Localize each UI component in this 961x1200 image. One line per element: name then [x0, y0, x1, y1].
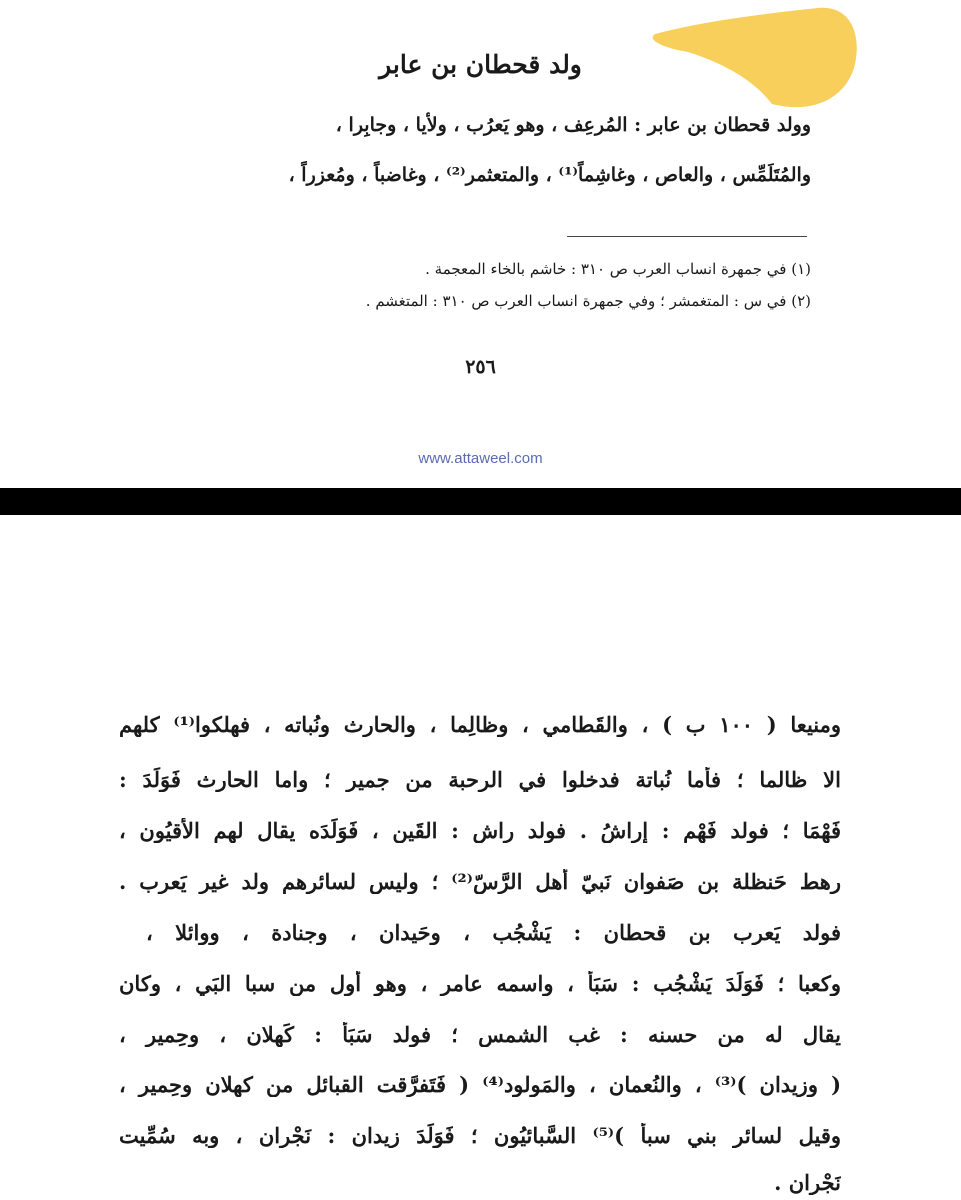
website-link[interactable]: www.attaweel.com [418, 450, 543, 467]
footnote-2: (٢) في س : المتغمشر ؛ وفي جمهرة انساب العرب ص ٣١٠ : المتغشم . [365, 292, 811, 310]
paragraph-line: يقال له من حسنه : غب الشمس ؛ فولد سَبَأ : كَهلان ، وحِمير ، [119, 1022, 841, 1047]
paragraph-line: رهط حَنظلة بن صَفوان نَبيّ أهل الرَّسّ⁽²⁾ ؛ وليس لسائرهم ولد غير يَعرب . [119, 869, 841, 894]
page-number: ٢٥٦ [465, 356, 496, 378]
chapter-heading: ولد قحطان بن عابر [379, 50, 582, 79]
paragraph-line: ( وزيدان )⁽³⁾ ، والنُعمان ، والمَولود⁽⁴⁾ ( فَتَفرَّقت القبائل من كهلان وحِمير ، [119, 1072, 841, 1097]
paragraph-line: الا ظالما ؛ فأما نُباتة فدخلوا في الرحبة من جمير ؛ واما الحارث فَوَلَدَ : [119, 767, 841, 792]
footnote-1: (١) في جمهرة انساب العرب ص ٣١٠ : خاشم بالخاء المعجمة . [425, 260, 811, 278]
paragraph-line: وولد قحطان بن عابر : المُرعِف ، وهو يَعرُب ، ولأيا ، وجابِرا ، [335, 114, 811, 136]
paragraph-line: فولد يَعرب بن قحطان : يَشْجُب ، وحَيدان ، وجنادة ، ووائلا ، [146, 920, 841, 945]
bottom-page-scan [0, 515, 961, 1200]
paragraph-line: وقيل لسائر بني سبأ )⁽⁵⁾ السَّبائيُون ؛ فَوَلَدَ زيدان : نَجْران ، وبه سُمِّيت [119, 1123, 841, 1148]
paragraph-line: نَجْران . [774, 1170, 841, 1195]
black-divider-bar [0, 488, 961, 515]
paragraph-line: فَهْمَا ؛ فولد فَهْم : إراشُ . فولد راش : القَين ، فَوَلَدَه يقال لهم الأقيُون ، [119, 818, 841, 843]
paragraph-line: وكعبا ؛ فَوَلَدَ يَشْجُب : سَبَأ ، واسمه عامر ، وهو أول من سبا البَي ، وكان [119, 971, 841, 996]
paragraph-line: والمُتَلَمِّس ، والعاص ، وغاشِماً⁽¹⁾ ، والمتعثمر⁽²⁾ ، وغاضباً ، ومُعزراً ، [288, 164, 811, 186]
paragraph-line: ومنيعا ( ١٠٠ ب ) ، والقَطامي ، وظالِما ، والحارث ونُباته ، فهلكوا⁽¹⁾ كلهم [119, 712, 841, 737]
top-page-scan [0, 0, 961, 488]
footnote-divider [567, 236, 807, 237]
